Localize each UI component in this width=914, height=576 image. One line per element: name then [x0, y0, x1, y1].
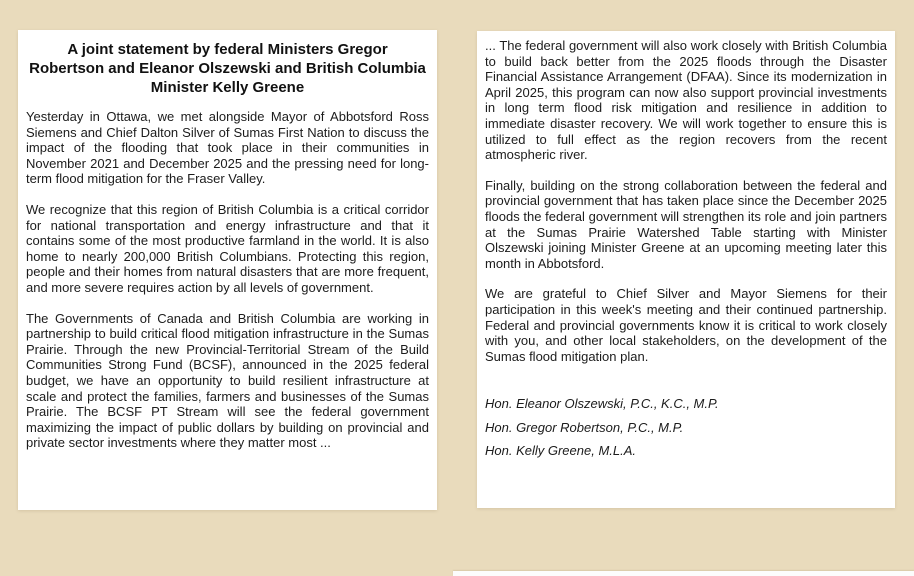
statement-paragraph: ... The federal government will also work closely with British Columbia to build back better from the 2025 floods through the Disaster Financial Assistance Arrangement (DFAA). Since its modernization in April 2025, this program can now also support provincial investments in long term flood risk mitigation and resilience in addition to immediate disaster recovery. We will work together to ensure this is utilized to full effect as the region recovers from the recent atmospheric river.	[485, 38, 887, 163]
signature-olszewski: Hon. Eleanor Olszewski, P.C., K.C., M.P.	[485, 396, 719, 412]
signature-block	[485, 396, 887, 459]
statement-paragraph: We recognize that this region of British Columbia is a critical corridor for national transportation and energy infrastructure and that it contains some of the most productive farmland in the world. It is also home to nearly 200,000 British Columbians. Protecting this region, people and their homes from natural disasters that are more frequent, and more severe requires action by all levels of government.	[26, 201, 429, 295]
statement-paragraph: The Governments of Canada and British Columbia are working in partnership to build critical flood mitigation infrastructure in the Sumas Prairie. Through the new Provincial-Territorial Stream of the Build Communities Strong Fund (BCSF), announced in the 2025 federal budget, we have an opportunity to build resilient infrastructure at scale and protect the families, farmers and businesses of the Sumas Prairie. The BCSF PT Stream will see the federal government maximizing the impact of public dollars by building on provincial and private sector investments where they matter most ...	[26, 310, 429, 451]
statement-title: A joint statement by federal Ministers Gregor Robertson and Eleanor Olszewski and British Columbia Minister Kelly Greene	[29, 41, 426, 96]
signature-greene: Hon. Kelly Greene, M.L.A.	[485, 443, 637, 459]
statement-paragraph: Yesterday in Ottawa, we met alongside Mayor of Abbotsford Ross Siemens and Chief Dalton Silver of Sumas First Nation to discuss the impact of the flooding that took place in their communities in November 2021 and December 2025 and the pressing need for long-term flood mitigation for the Fraser Valley.	[26, 109, 429, 187]
statement-page-right	[477, 31, 895, 508]
statement-page-left	[18, 30, 437, 510]
signature-robertson: Hon. Gregor Robertson, P.C., M.P.	[485, 419, 684, 435]
partial-page-edge	[453, 571, 914, 576]
statement-paragraph: Finally, building on the strong collaboration between the federal and provincial government that has taken place since the December 2025 floods the federal government will strengthen its role and join partners at the Sumas Prairie Watershed Table starting with Minister Olszewski joining Minister Greene at an upcoming meeting later this month in Abbotsford.	[485, 177, 887, 271]
statement-paragraph: We are grateful to Chief Silver and Mayor Siemens for their participation in this week's meeting and their continued partnership. Federal and provincial governments know it is critical to work closely with you, and other local stakeholders, on the development of the Sumas flood mitigation plan.	[485, 286, 887, 364]
